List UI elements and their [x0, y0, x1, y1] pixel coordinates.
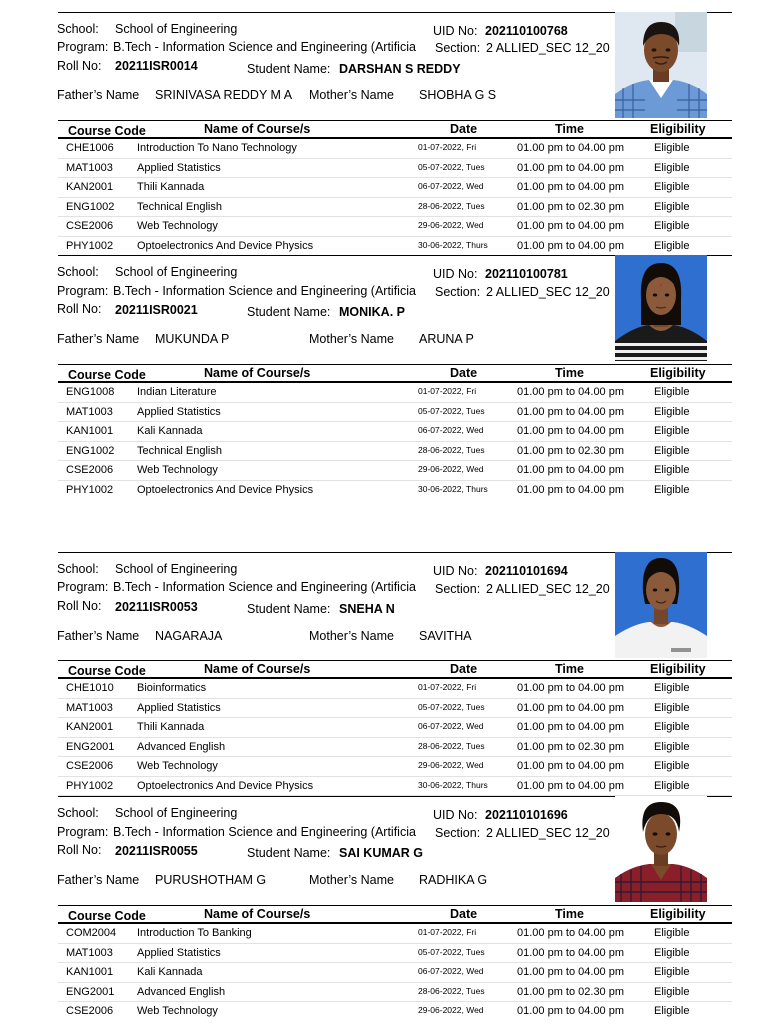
cell-name: Advanced English [137, 985, 226, 998]
section-value: 2 ALLIED_SEC 12_20 [486, 826, 610, 840]
school-label: School: [57, 806, 99, 820]
cell-code: COM2004 [66, 927, 117, 939]
header-course-name: Name of Course/s [204, 122, 311, 136]
cell-date: 28-06-2022, Tues [418, 444, 485, 455]
student-name-label: Student Name: [247, 305, 331, 319]
uid-value: 202110101694 [485, 564, 568, 578]
header-date: Date [450, 907, 478, 921]
table-row [58, 198, 732, 218]
header-time: Time [555, 366, 584, 380]
roll-value: 20211ISR0014 [115, 59, 198, 73]
program-label: Program: [57, 40, 109, 54]
cell-time: 01.00 pm to 04.00 pm [517, 161, 625, 174]
header-course-code: Course Code [68, 664, 146, 678]
student-name-value: MONIKA. P [339, 305, 405, 319]
cell-time: 01.00 pm to 04.00 pm [517, 142, 625, 154]
father-value: PURUSHOTHAM G [155, 873, 267, 887]
cell-date: 05-07-2022, Tues [418, 701, 485, 712]
cell-time: 01.00 pm to 02.30 pm [517, 985, 625, 998]
student-photo [615, 552, 707, 658]
course-table [58, 905, 732, 1022]
mother-value: SHOBHA G S [419, 88, 497, 102]
header-course-code: Course Code [68, 368, 146, 382]
header-date: Date [450, 662, 478, 676]
cell-code: KAN2001 [66, 721, 114, 733]
cell-code: CSE2006 [66, 464, 114, 476]
student-photo [615, 12, 707, 118]
cell-date: 29-06-2022, Wed [418, 1005, 484, 1015]
section-value: 2 ALLIED_SEC 12_20 [486, 582, 610, 596]
cell-time: 01.00 pm to 02.30 pm [517, 444, 625, 457]
cell-name: Technical English [137, 200, 222, 213]
table-row [58, 422, 732, 442]
cell-date: 05-07-2022, Tues [418, 161, 485, 172]
cell-eligibility: Eligible [654, 386, 690, 398]
cell-date: 29-06-2022, Wed [418, 220, 484, 230]
section-label: Section: [435, 41, 481, 55]
cell-time: 01.00 pm to 04.00 pm [517, 779, 625, 792]
table-header [58, 364, 732, 383]
table-row [58, 442, 732, 462]
student-name-value: DARSHAN S REDDY [339, 62, 461, 76]
header-eligibility: Eligibility [650, 366, 706, 380]
table-row [58, 777, 732, 797]
roll-value: 20211ISR0055 [115, 844, 198, 858]
cell-eligibility: Eligible [654, 682, 690, 694]
table-header [58, 120, 732, 139]
cell-date: 28-06-2022, Tues [418, 985, 485, 996]
cell-name: Applied Statistics [137, 161, 221, 174]
cell-eligibility: Eligible [654, 181, 690, 193]
cell-code: MAT1003 [66, 946, 113, 959]
cell-date: 05-07-2022, Tues [418, 946, 485, 957]
roll-label: Roll No: [57, 59, 102, 73]
header-time: Time [555, 907, 584, 921]
cell-name: Applied Statistics [137, 946, 221, 959]
cell-date: 01-07-2022, Fri [418, 386, 477, 396]
table-row [58, 983, 732, 1003]
student-photo [615, 255, 707, 361]
section-label: Section: [435, 285, 481, 299]
cell-time: 01.00 pm to 04.00 pm [517, 701, 625, 714]
cell-eligibility: Eligible [654, 946, 690, 959]
cell-code: MAT1003 [66, 161, 113, 174]
cell-time: 01.00 pm to 04.00 pm [517, 386, 625, 398]
header-date: Date [450, 366, 478, 380]
cell-time: 01.00 pm to 04.00 pm [517, 721, 625, 733]
cell-eligibility: Eligible [654, 405, 690, 418]
uid-label: UID No: [433, 24, 478, 38]
table-header [58, 660, 732, 679]
father-value: NAGARAJA [155, 629, 223, 643]
cell-name: Thili Kannada [137, 181, 205, 193]
roll-label: Roll No: [57, 599, 102, 613]
roll-value: 20211ISR0021 [115, 303, 198, 317]
table-row [58, 757, 732, 777]
cell-name: Kali Kannada [137, 966, 203, 978]
course-table [58, 364, 732, 500]
student-name-value: SAI KUMAR G [339, 846, 424, 860]
roll-value: 20211ISR0053 [115, 600, 198, 614]
cell-date: 06-07-2022, Wed [418, 966, 484, 976]
cell-code: ENG1002 [66, 200, 115, 213]
uid-value: 202110100781 [485, 267, 568, 281]
table-row [58, 481, 732, 501]
cell-code: MAT1003 [66, 405, 113, 418]
header-date: Date [450, 122, 478, 136]
school-label: School: [57, 265, 99, 279]
cell-name: Applied Statistics [137, 405, 221, 418]
father-label: Father’s Name [57, 629, 140, 643]
cell-date: 06-07-2022, Wed [418, 721, 484, 731]
cell-eligibility: Eligible [654, 760, 690, 772]
table-row [58, 738, 732, 758]
table-header [58, 905, 732, 924]
cell-code: CHE1006 [66, 142, 114, 154]
father-label: Father’s Name [57, 873, 140, 887]
cell-eligibility: Eligible [654, 1005, 690, 1017]
table-row [58, 679, 732, 699]
mother-value: SAVITHA [419, 629, 472, 643]
section-label: Section: [435, 582, 481, 596]
header-time: Time [555, 122, 584, 136]
cell-name: Introduction To Nano Technology [137, 142, 297, 154]
cell-time: 01.00 pm to 04.00 pm [517, 425, 625, 437]
section-value: 2 ALLIED_SEC 12_20 [486, 41, 610, 55]
school-label: School: [57, 22, 99, 36]
program-value: B.Tech - Information Science and Engineering (Artificia [113, 40, 416, 54]
cell-code: CSE2006 [66, 220, 114, 232]
cell-name: Introduction To Banking [137, 927, 252, 939]
cell-date: 06-07-2022, Wed [418, 181, 484, 191]
header-eligibility: Eligibility [650, 662, 706, 676]
header-course-code: Course Code [68, 909, 146, 923]
cell-date: 30-06-2022, Thurs [418, 483, 488, 494]
cell-date: 28-06-2022, Tues [418, 200, 485, 211]
student-photo [615, 796, 707, 902]
mother-value: RADHIKA G [419, 873, 488, 887]
cell-name: Advanced English [137, 740, 226, 753]
program-label: Program: [57, 284, 109, 298]
uid-value: 202110100768 [485, 24, 568, 38]
cell-name: Optoelectronics And Device Physics [137, 239, 314, 252]
cell-time: 01.00 pm to 04.00 pm [517, 220, 625, 232]
cell-time: 01.00 pm to 04.00 pm [517, 760, 625, 772]
cell-date: 30-06-2022, Thurs [418, 239, 488, 250]
cell-eligibility: Eligible [654, 444, 690, 457]
mother-label: Mother’s Name [309, 629, 394, 643]
cell-code: ENG2001 [66, 740, 115, 753]
cell-eligibility: Eligible [654, 425, 690, 437]
table-row [58, 159, 732, 179]
cell-name: Optoelectronics And Device Physics [137, 779, 314, 792]
cell-name: Bioinformatics [137, 682, 207, 694]
cell-eligibility: Eligible [654, 779, 690, 792]
cell-name: Optoelectronics And Device Physics [137, 483, 314, 496]
program-value: B.Tech - Information Science and Engineering (Artificia [113, 284, 416, 298]
cell-eligibility: Eligible [654, 220, 690, 232]
table-row [58, 237, 732, 257]
section-label: Section: [435, 826, 481, 840]
cell-date: 01-07-2022, Fri [418, 927, 477, 937]
student-name-label: Student Name: [247, 602, 331, 616]
table-row [58, 461, 732, 481]
cell-code: KAN2001 [66, 181, 114, 193]
cell-eligibility: Eligible [654, 701, 690, 714]
uid-label: UID No: [433, 808, 478, 822]
cell-date: 01-07-2022, Fri [418, 682, 477, 692]
school-value: School of Engineering [115, 562, 238, 576]
portrait-image [615, 255, 707, 361]
cell-name: Applied Statistics [137, 701, 221, 714]
cell-time: 01.00 pm to 04.00 pm [517, 927, 625, 939]
father-value: SRINIVASA REDDY M A [155, 88, 293, 102]
header-course-name: Name of Course/s [204, 366, 311, 380]
cell-code: PHY1002 [66, 483, 114, 496]
roll-label: Roll No: [57, 302, 102, 316]
cell-time: 01.00 pm to 04.00 pm [517, 966, 625, 978]
cell-name: Web Technology [137, 220, 218, 232]
cell-code: ENG1008 [66, 386, 115, 398]
table-row [58, 924, 732, 944]
mother-value: ARUNA P [419, 332, 474, 346]
program-label: Program: [57, 825, 109, 839]
cell-eligibility: Eligible [654, 464, 690, 476]
cell-code: KAN1001 [66, 425, 114, 437]
cell-name: Indian Literature [137, 386, 217, 398]
cell-code: MAT1003 [66, 701, 113, 714]
program-value: B.Tech - Information Science and Engineering (Artificia [113, 825, 416, 839]
header-eligibility: Eligibility [650, 122, 706, 136]
mother-label: Mother’s Name [309, 332, 394, 346]
uid-label: UID No: [433, 564, 478, 578]
program-value: B.Tech - Information Science and Engineering (Artificia [113, 580, 416, 594]
cell-date: 28-06-2022, Tues [418, 740, 485, 751]
cell-name: Web Technology [137, 464, 218, 476]
cell-time: 01.00 pm to 02.30 pm [517, 740, 625, 753]
cell-date: 29-06-2022, Wed [418, 464, 484, 474]
cell-name: Web Technology [137, 1005, 218, 1017]
header-time: Time [555, 662, 584, 676]
father-label: Father’s Name [57, 332, 140, 346]
uid-label: UID No: [433, 267, 478, 281]
cell-code: CSE2006 [66, 1005, 114, 1017]
roll-label: Roll No: [57, 843, 102, 857]
table-row [58, 403, 732, 423]
cell-eligibility: Eligible [654, 740, 690, 753]
cell-name: Thili Kannada [137, 721, 205, 733]
table-row [58, 217, 732, 237]
header-eligibility: Eligibility [650, 907, 706, 921]
cell-name: Web Technology [137, 760, 218, 772]
cell-eligibility: Eligible [654, 483, 690, 496]
student-name-label: Student Name: [247, 62, 331, 76]
cell-date: 05-07-2022, Tues [418, 405, 485, 416]
uid-value: 202110101696 [485, 808, 568, 822]
cell-code: CSE2006 [66, 760, 114, 772]
cell-date: 01-07-2022, Fri [418, 142, 477, 152]
cell-eligibility: Eligible [654, 966, 690, 978]
program-label: Program: [57, 580, 109, 594]
cell-name: Kali Kannada [137, 425, 203, 437]
portrait-image [615, 12, 707, 118]
cell-time: 01.00 pm to 04.00 pm [517, 1005, 625, 1017]
table-row [58, 383, 732, 403]
school-value: School of Engineering [115, 806, 238, 820]
cell-code: CHE1010 [66, 682, 114, 694]
cell-eligibility: Eligible [654, 200, 690, 213]
table-row [58, 1002, 732, 1022]
school-value: School of Engineering [115, 22, 238, 36]
cell-date: 30-06-2022, Thurs [418, 779, 488, 790]
portrait-image [615, 552, 707, 658]
cell-date: 06-07-2022, Wed [418, 425, 484, 435]
school-value: School of Engineering [115, 265, 238, 279]
course-table [58, 120, 732, 256]
cell-time: 01.00 pm to 04.00 pm [517, 946, 625, 959]
portrait-image [615, 796, 707, 902]
cell-code: KAN1001 [66, 966, 114, 978]
course-table [58, 660, 732, 796]
table-row [58, 178, 732, 198]
father-value: MUKUNDA P [155, 332, 230, 346]
table-row [58, 944, 732, 964]
header-course-name: Name of Course/s [204, 662, 311, 676]
table-row [58, 139, 732, 159]
cell-eligibility: Eligible [654, 927, 690, 939]
cell-code: PHY1002 [66, 779, 114, 792]
cell-time: 01.00 pm to 04.00 pm [517, 483, 625, 496]
cell-time: 01.00 pm to 04.00 pm [517, 682, 625, 694]
cell-code: ENG1002 [66, 444, 115, 457]
cell-code: PHY1002 [66, 239, 114, 252]
cell-time: 01.00 pm to 02.30 pm [517, 200, 625, 213]
section-value: 2 ALLIED_SEC 12_20 [486, 285, 610, 299]
header-course-code: Course Code [68, 124, 146, 138]
cell-eligibility: Eligible [654, 239, 690, 252]
table-row [58, 963, 732, 983]
school-label: School: [57, 562, 99, 576]
mother-label: Mother’s Name [309, 88, 394, 102]
table-row [58, 699, 732, 719]
student-name-label: Student Name: [247, 846, 331, 860]
cell-time: 01.00 pm to 04.00 pm [517, 181, 625, 193]
cell-name: Technical English [137, 444, 222, 457]
cell-date: 29-06-2022, Wed [418, 760, 484, 770]
mother-label: Mother’s Name [309, 873, 394, 887]
cell-code: ENG2001 [66, 985, 115, 998]
cell-eligibility: Eligible [654, 142, 690, 154]
cell-eligibility: Eligible [654, 721, 690, 733]
header-course-name: Name of Course/s [204, 907, 311, 921]
student-name-value: SNEHA N [339, 602, 395, 616]
cell-eligibility: Eligible [654, 985, 690, 998]
cell-eligibility: Eligible [654, 161, 690, 174]
cell-time: 01.00 pm to 04.00 pm [517, 464, 625, 476]
father-label: Father’s Name [57, 88, 140, 102]
cell-time: 01.00 pm to 04.00 pm [517, 239, 625, 252]
table-row [58, 718, 732, 738]
cell-time: 01.00 pm to 04.00 pm [517, 405, 625, 418]
